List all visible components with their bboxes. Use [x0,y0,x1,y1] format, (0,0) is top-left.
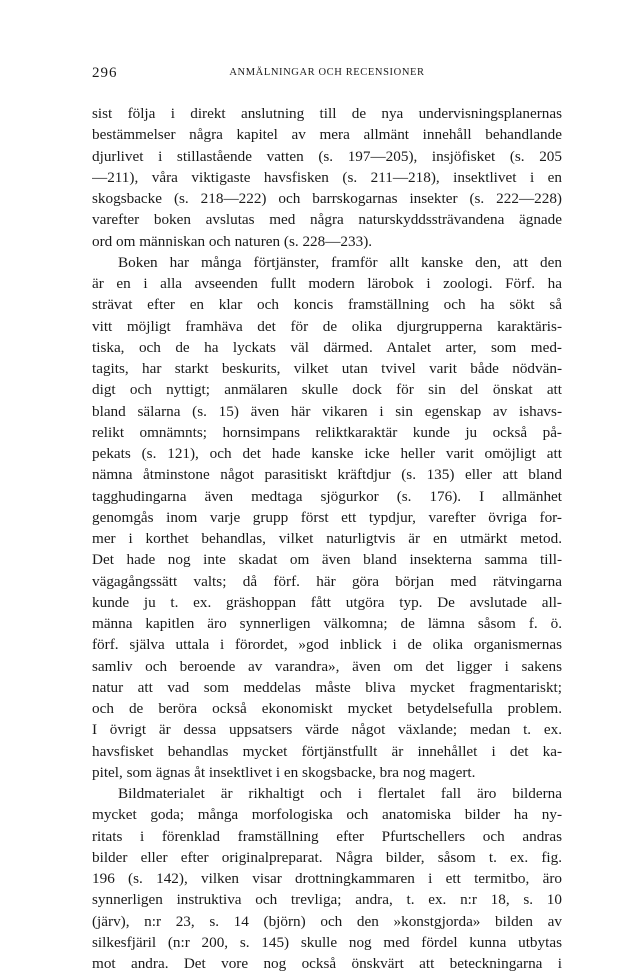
text-line: mycket goda; många morfologiska och anatomiska bilder ha ny- [92,806,562,824]
text-line: ritats i förenklad framställning efter Pfurtschellers och andras [92,827,562,845]
text-line: Boken har många förtjänster, framför allt kanske den, att den [118,253,562,271]
text-line: pekats (s. 121), och det hade kanske icke heller varit omöjligt att [92,445,562,462]
text-line: strävat efter en klar och koncis framställning och ha sökt så [92,296,562,314]
page-number: 296 [92,65,118,81]
text-line: havsfisket behandlas mycket förtjänstfullt är innehållet i det ka- [92,742,562,760]
text-line: mot andra. Det vore nog också önskvärt att beteckningarna i [92,955,562,972]
text-line: bland sälarna (s. 15) även här vikaren i sin egenskap av ishavs- [92,402,562,420]
text-line: tiska, och de ha lyckats väl därmed. Antalet arter, som med- [92,338,562,356]
text-line: varefter boken avslutas med några naturskyddssträvandena ägnade [92,211,562,229]
text-line: silkesfjäril (n:r 200, s. 145) skulle nog med fördel kunna utbytas [92,933,562,951]
text-line: synnerligen instruktiva och trevliga; andra, t. ex. n:r 18, s. 10 [92,891,562,909]
text-line: sist följa i direkt anslutning till de nya undervisningsplanernas [92,105,562,122]
text-line: Bildmaterialet är rikhaltigt och i flertalet fall äro bilderna [118,785,562,802]
text-line: och de beröra också ekonomiskt mycket betydelsefulla problem. [92,700,562,717]
text-line: —211), våra viktigaste havsfisken (s. 211—218), insektlivet i en [92,168,562,186]
text-line: I övrigt är dessa uppsatsers värde något växlande; medan t. ex. [92,721,562,739]
text-line: samliv och beroende av varandra», även om det ligger i sakens [92,657,562,675]
text-line: Det hade nog inte skadat om även bland insekterna samma till- [92,551,562,569]
text-line: nämna åtminstone något parasitiskt kräftdjur (s. 135) eller att bland [92,466,562,484]
text-line: tagghudingarna även medtaga sjögurkor (s. 176). I allmänhet [92,487,562,505]
text-line: djurlivet i stillastående vatten (s. 197—205), insjöfisket (s. 205 [92,147,562,165]
text-line: 196 (s. 142), vilken visar drottningkammaren i ett termitbo, äro [92,870,562,887]
text-line: tagits, har starkt beskurits, vilket utan tvivel varit både nödvän- [92,360,562,377]
text-line: är en i alla avseenden fullt modern lärobok i zoologi. Förf. ha [92,275,562,292]
running-head: ANMÄLNINGAR OCH RECENSIONER [229,67,425,78]
text-line: pitel, som ägnas åt insektlivet i en skogsbacke, bra nog magert. [92,763,476,781]
text-line: vitt möjligt framhäva det för de olika djurgrupperna karaktäris- [92,317,562,335]
page-header [92,65,562,87]
text-line: mer i korthet behandlas, vilket naturligtvis är en utmärkt metod. [92,530,562,547]
text-line: männa kapitlen äro synnerligen välkomna; de lämna såsom f. ö. [92,615,562,632]
text-line: skogsbacke (s. 218—222) och barrskogarnas insekter (s. 222—228) [92,190,562,207]
body-text [92,103,562,974]
text-line: vägagångssätt valts; då förf. här göra början med rätvingarna [92,572,562,590]
text-line: relikt omnämnts; hornsimpans reliktkaraktär kunde ju också på- [92,423,562,441]
text-line: bilder eller efter originalpreparat. Några bilder, såsom t. ex. fig. [92,848,562,866]
text-line: natur att vad som meddelas måste bliva mycket fragmentariskt; [92,678,562,696]
text-line: digt och nyttigt; anmälaren skulle dock för sin del önskat att [92,381,562,399]
text-line: ord om människan och naturen (s. 228—233). [92,232,373,250]
text-line: förf. själva uttala i förordet, »god inblick i de olika organismernas [92,636,562,654]
text-line: (järv), n:r 23, s. 14 (björn) och den »konstgjorda» bilden av [92,912,562,930]
text-line: kunde ju t. ex. gräshoppan fått utgöra typ. De avslutade all- [92,593,562,611]
text-line: bestämmelser några kapitel av mera allmänt innehåll behandlande [92,126,562,144]
text-line: genomgås inom varje grupp först ett typdjur, varefter övriga for- [92,508,562,526]
